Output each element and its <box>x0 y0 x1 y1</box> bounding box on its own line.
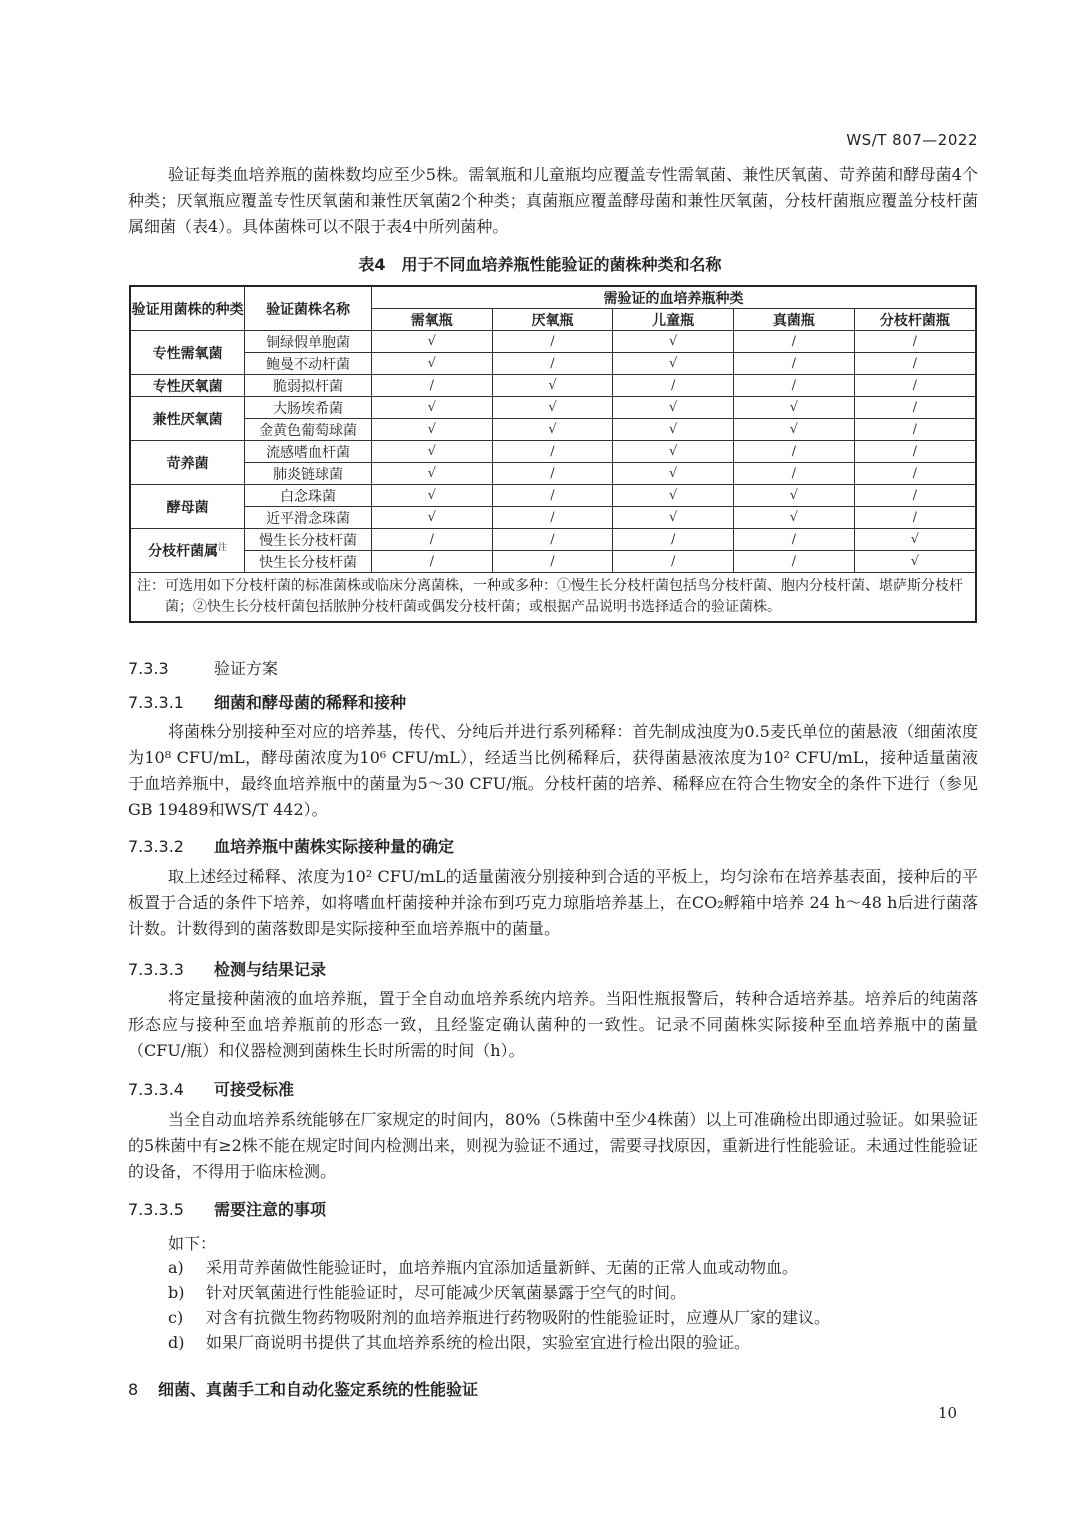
section-number: 7.3.3.3 <box>128 960 184 979</box>
mark-cell: / <box>854 331 976 353</box>
mark-cell: / <box>854 485 976 507</box>
list-item-d <box>168 1332 750 1354</box>
mark-cell: √ <box>371 353 492 375</box>
mark-cell: / <box>371 551 492 573</box>
strain-type-cell <box>130 375 245 397</box>
section-title: 细菌、真菌手工和自动化鉴定系统的性能验证 <box>158 1380 479 1399</box>
mark-cell: / <box>854 463 976 485</box>
note-reference-mark: 注 <box>218 543 228 554</box>
section-7-3-3-1-heading <box>128 690 406 713</box>
mark-cell: √ <box>492 419 613 441</box>
section-number: 8 <box>128 1380 139 1399</box>
section-7-3-3-3-paragraph: 将定量接种菌液的血培养瓶，置于全自动血培养系统内培养。当阳性瓶报警后，转种合适培养基。培养后的纯菌落形态应与接种至血培养瓶前的形态一致，且经鉴定确认菌种的一致性。记录不同菌株实际接种至血培养瓶中的菌量（CFU/瓶）和仪器检测到菌株生长时所需的时间（h）。 <box>128 989 978 1060</box>
mark-cell: / <box>492 507 613 529</box>
strain-type-cell <box>130 485 245 529</box>
mark-cell: √ <box>613 419 734 441</box>
section-number: 7.3.3 <box>128 659 169 678</box>
standard-code-header: WS/T 807—2022 <box>846 131 978 149</box>
strain-name-cell: 金黄色葡萄球菌 <box>245 419 372 441</box>
header-bottle: 厌氧瓶 <box>492 309 613 331</box>
table-row <box>130 485 976 507</box>
section-number: 7.3.3.2 <box>128 837 184 856</box>
table-row <box>130 507 976 529</box>
mark-cell: √ <box>613 507 734 529</box>
mark-cell: / <box>613 375 734 397</box>
mark-cell: √ <box>613 441 734 463</box>
strain-type-label: 苛养菌 <box>166 455 209 472</box>
header-strain-type: 验证用菌株的种类 <box>130 286 245 331</box>
mark-cell: / <box>492 353 613 375</box>
strain-type-label: 兼性厌氧菌 <box>152 411 223 428</box>
mark-cell: / <box>854 419 976 441</box>
list-intro: 如下： <box>168 1234 217 1253</box>
mark-cell: / <box>734 441 855 463</box>
list-label: a) <box>168 1258 184 1277</box>
table-row <box>130 441 976 463</box>
section-7-3-3-3-heading <box>128 957 326 980</box>
mark-cell: √ <box>854 551 976 573</box>
strain-name-cell: 流感嗜血杆菌 <box>245 441 372 463</box>
section-7-3-3-2-heading <box>128 834 454 857</box>
section-title: 验证方案 <box>214 659 279 678</box>
mark-cell: √ <box>734 397 855 419</box>
section-7-3-3-4-paragraph: 当全自动血培养系统能够在厂家规定的时间内，80%（5株菌中至少4株菌）以上可准确检出即通过验证。如果验证的5株菌中有≥2株不能在规定时间内检测出来，则视为验证不通过，需要寻找原因，重新进行性能验证。未通过性能验证的设备，不得用于临床检测。 <box>128 1110 978 1181</box>
header-bottle: 需氧瓶 <box>371 309 492 331</box>
mark-cell: √ <box>371 485 492 507</box>
section-7-3-3-5-heading <box>128 1197 326 1220</box>
list-text: 采用苛养菌做性能验证时，血培养瓶内宜添加适量新鲜、无菌的正常人血或动物血。 <box>206 1258 799 1277</box>
section-number: 7.3.3.4 <box>128 1080 184 1099</box>
list-item-b <box>168 1282 686 1304</box>
section-7-3-3-heading <box>128 656 278 679</box>
mark-cell: / <box>854 353 976 375</box>
mark-cell: √ <box>492 375 613 397</box>
mark-cell: / <box>492 551 613 573</box>
mark-cell: / <box>613 551 734 573</box>
mark-cell: √ <box>734 485 855 507</box>
table-row <box>130 529 976 551</box>
header-bottle: 分枝杆菌瓶 <box>854 309 976 331</box>
section-title: 检测与结果记录 <box>214 960 327 979</box>
mark-cell: √ <box>613 397 734 419</box>
table-row <box>130 463 976 485</box>
section-title: 细菌和酵母菌的稀释和接种 <box>214 693 407 712</box>
mark-cell: √ <box>492 397 613 419</box>
mark-cell: √ <box>613 463 734 485</box>
mark-cell: √ <box>371 463 492 485</box>
list-text: 如果厂商说明书提供了其血培养系统的检出限，实验室宜进行检出限的验证。 <box>206 1333 751 1352</box>
mark-cell: / <box>492 529 613 551</box>
table-caption: 表4 用于不同血培养瓶性能验证的菌株种类和名称 <box>358 255 722 274</box>
table-note-text: 可选用如下分枝杆菌的标准菌株或临床分离菌株，一种或多种：①慢生长分枝杆菌包括鸟分枝杆菌、胞内分枝杆菌、堪萨斯分枝杆菌；②快生长分枝杆菌包括脓肿分枝杆菌或偶发分枝杆菌；或根据产品说明书选择适合的验证菌株。 <box>165 578 963 615</box>
table-note <box>130 573 976 623</box>
table-row <box>130 419 976 441</box>
table-note-label: 注： <box>137 578 165 594</box>
list-text: 对含有抗微生物药物吸附剂的血培养瓶进行药物吸附的性能验证时，应遵从厂家的建议。 <box>206 1308 831 1327</box>
strain-name-cell: 近平滑念珠菌 <box>245 507 372 529</box>
list-item-a <box>168 1257 798 1279</box>
table-row <box>130 353 976 375</box>
strain-type-label: 专性需氧菌 <box>152 345 223 362</box>
mark-cell: √ <box>734 507 855 529</box>
strain-type-cell <box>130 529 245 573</box>
table-row <box>130 375 976 397</box>
mark-cell: / <box>613 529 734 551</box>
section-number: 7.3.3.1 <box>128 693 184 712</box>
mark-cell: √ <box>371 331 492 353</box>
section-title: 血培养瓶中菌株实际接种量的确定 <box>214 837 455 856</box>
mark-cell: / <box>492 441 613 463</box>
table-row <box>130 397 976 419</box>
mark-cell: √ <box>734 419 855 441</box>
section-title: 可接受标准 <box>214 1080 295 1099</box>
intro-paragraph: 验证每类血培养瓶的菌株数均应至少5株。需氧瓶和儿童瓶均应覆盖专性需氧菌、兼性厌氧菌、苛养菌和酵母菌4个种类；厌氧瓶应覆盖专性厌氧菌和兼性厌氧菌2个种类；真菌瓶应覆盖酵母菌和兼性厌氧菌，分枝杆菌瓶应覆盖分枝杆菌属细菌（表4）。具体菌株可以不限于表4中所列菌种。 <box>128 165 978 236</box>
mark-cell: / <box>854 441 976 463</box>
strain-type-label: 专性厌氧菌 <box>152 378 223 395</box>
strain-name-cell: 白念珠菌 <box>245 485 372 507</box>
strain-name-cell: 快生长分枝杆菌 <box>245 551 372 573</box>
strain-name-cell: 鲍曼不动杆菌 <box>245 353 372 375</box>
strain-type-cell <box>130 331 245 375</box>
mark-cell: / <box>734 551 855 573</box>
mark-cell: √ <box>613 485 734 507</box>
table-row <box>130 551 976 573</box>
strain-name-cell: 大肠埃希菌 <box>245 397 372 419</box>
mark-cell: / <box>734 331 855 353</box>
mark-cell: √ <box>371 507 492 529</box>
strain-type-cell <box>130 397 245 441</box>
header-bottle-types: 需验证的血培养瓶种类 <box>371 286 976 309</box>
table-row <box>130 331 976 353</box>
section-number: 7.3.3.5 <box>128 1200 184 1219</box>
mark-cell: / <box>854 397 976 419</box>
strain-table <box>129 285 977 623</box>
strain-name-cell: 脆弱拟杆菌 <box>245 375 372 397</box>
mark-cell: / <box>492 485 613 507</box>
mark-cell: / <box>734 375 855 397</box>
section-8-heading <box>128 1377 478 1400</box>
mark-cell: √ <box>613 353 734 375</box>
mark-cell: / <box>371 375 492 397</box>
mark-cell: / <box>371 529 492 551</box>
mark-cell: √ <box>854 529 976 551</box>
mark-cell: / <box>492 463 613 485</box>
strain-name-cell: 肺炎链球菌 <box>245 463 372 485</box>
mark-cell: / <box>734 529 855 551</box>
strain-type-label: 酵母菌 <box>166 499 209 516</box>
strain-name-cell: 慢生长分枝杆菌 <box>245 529 372 551</box>
header-bottle: 真菌瓶 <box>734 309 855 331</box>
mark-cell: √ <box>371 441 492 463</box>
section-7-3-3-2-paragraph: 取上述经过稀释、浓度为10² CFU/mL的适量菌液分别接种到合适的平板上，均匀涂布在培养基表面，接种后的平板置于合适的条件下培养，如将嗜血杆菌接种并涂布到巧克力琼脂培养基上，在CO₂孵箱中培养 24 h～48 h后进行菌落计数。计数得到的菌落数即是实际接种至血培养瓶中的菌量。 <box>128 867 978 938</box>
mark-cell: √ <box>371 419 492 441</box>
mark-cell: / <box>854 507 976 529</box>
section-title: 需要注意的事项 <box>214 1200 327 1219</box>
mark-cell: √ <box>371 397 492 419</box>
page-number: 10 <box>938 1404 958 1422</box>
header-bottle: 儿童瓶 <box>613 309 734 331</box>
section-7-3-3-1-paragraph: 将菌株分别接种至对应的培养基，传代、分纯后并进行系列稀释：首先制成浊度为0.5麦氏单位的菌悬液（细菌浓度为10⁸ CFU/mL，酵母菌浓度为10⁶ CFU/mL），经适当比例稀释后，获得菌悬液浓度为10² CFU/mL，接种适量菌液于血培养瓶中，最终血培养瓶中的菌量为5～30 CFU/瓶。分枝杆菌的培养、稀释应在符合生物安全的条件下进行（参见GB 19489和WS/T 442）。 <box>128 722 978 819</box>
section-7-3-3-4-heading <box>128 1077 294 1100</box>
list-text: 针对厌氧菌进行性能验证时，尽可能减少厌氧菌暴露于空气的时间。 <box>206 1283 687 1302</box>
strain-type-cell <box>130 441 245 485</box>
list-item-c <box>168 1307 830 1329</box>
mark-cell: / <box>854 375 976 397</box>
mark-cell: / <box>492 331 613 353</box>
list-label: b) <box>168 1283 185 1302</box>
list-label: c) <box>168 1308 184 1327</box>
header-strain-name: 验证菌株名称 <box>245 286 372 331</box>
mark-cell: / <box>734 353 855 375</box>
mark-cell: / <box>734 463 855 485</box>
mark-cell: √ <box>613 331 734 353</box>
strain-type-label: 分枝杆菌属 <box>148 543 219 560</box>
list-label: d) <box>168 1333 185 1352</box>
strain-name-cell: 铜绿假单胞菌 <box>245 331 372 353</box>
